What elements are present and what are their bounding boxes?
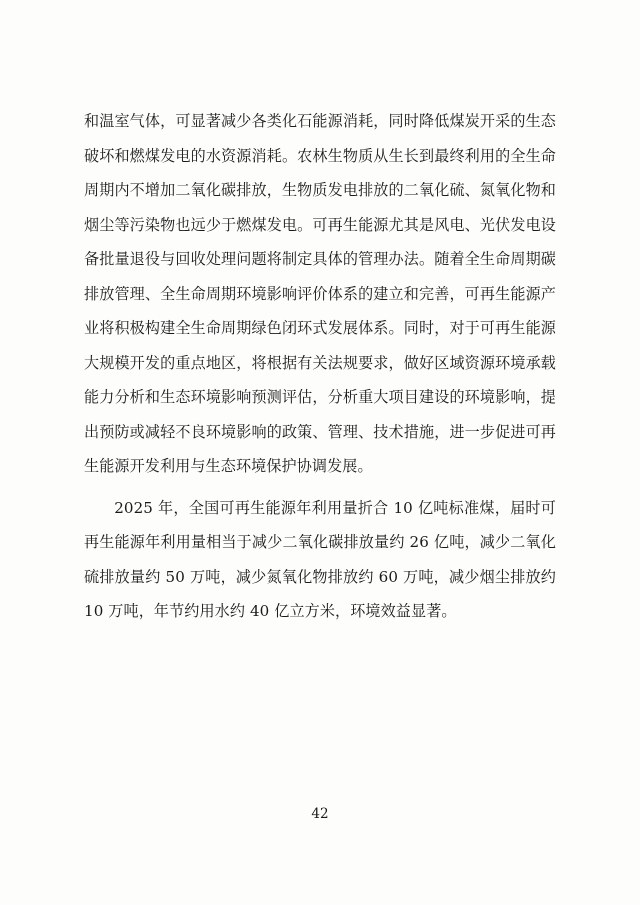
page-number: 42 — [311, 806, 329, 822]
page-body — [84, 104, 556, 629]
body-paragraph-1: 和温室气体，可显著减少各类化石能源消耗，同时降低煤炭开采的生态破坏和燃煤发电的水资源消耗。农林生物质从生长到最终利用的全生命周期内不增加二氧化碳排放，生物质发电排放的二氧化硫、氮氧化物和烟尘等污染物也远少于燃煤发电。可再生能源尤其是风电、光伏发电设备批量退役与回收处理问题将制定具体的管理办法。随着全生命周期碳排放管理、全生命周期环境影响评价体系的建立和完善，可再生能源产业将积极构建全生命周期绿色闭环式发展体系。同时，对于可再生能源大规模开发的重点地区，将根据有关法规要求，做好区域资源环境承载能力分析和生态环境影响预测评估，分析重大项目建设的环境影响，提出预防或减轻不良环境影响的政策、管理、技术措施，进一步促进可再生能源开发利用与生态环境保护协调发展。 — [84, 112, 556, 475]
body-paragraph-2: 2025 年，全国可再生能源年利用量折合 10 亿吨标准煤，届时可再生能源年利用量相当于减少二氧化碳排放量约 26 亿吨，减少二氧化硫排放量约 50 万吨，减少氮氧化物排放约 60 万吨，减少烟尘排放约 10 万吨，年节约用水约 40 亿立方米，环境效益显著。 — [84, 498, 556, 620]
